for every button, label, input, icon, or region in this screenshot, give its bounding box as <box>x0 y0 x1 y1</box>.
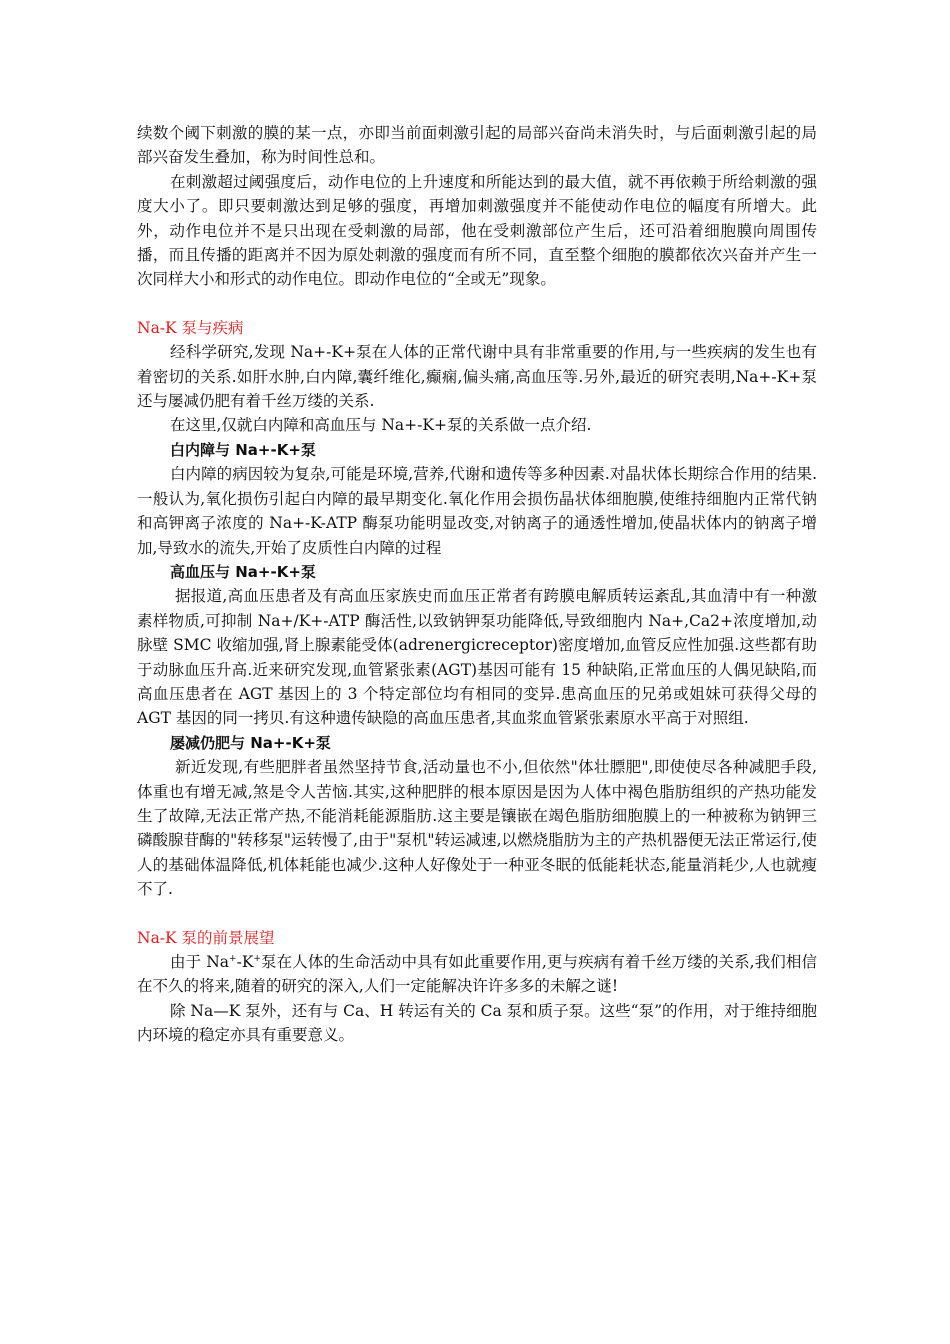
intro-paragraph-2: 在刺激超过阈强度后，动作电位的上升速度和所能达到的最大值，就不再依赖于所给刺激的强度大小了。即只要刺激达到足够的强度，再增加刺激强度并不能使动作电位的幅度有所增大。此外，动作电位并不是只出现在受刺激的局部，他在受刺激部位产生后，还可沿着细胞膜向周围传播，而且传播的距离并不因为原处刺激的强度而有所不同，直至整个细胞的膜都依次兴奋并产生一次同样大小和形式的动作电位。即动作电位的“全或无”现象。 <box>137 172 817 289</box>
section-gap <box>137 902 817 926</box>
section-title-outlook: Na-K 泵的前景展望 <box>137 928 275 947</box>
subheading-cataract: 白内障与 Na+-K+泵 <box>170 440 316 459</box>
section-gap <box>137 292 817 316</box>
outlook-paragraph-1 <box>137 950 817 999</box>
outlook-text-prefix: 由于 Na <box>170 953 230 971</box>
superscript-plus: + <box>229 953 237 964</box>
outlook-paragraph-2: 除 Na—K 泵外，还有与 Ca、H 转运有关的 Ca 泵和质子泵。这些“泵”的作用，对于维持细胞内环境的稳定亦具有重要意义。 <box>137 1001 818 1045</box>
cataract-paragraph: 白内障的病因较为复杂,可能是环境,营养,代谢和遗传等多种因素.对晶状体长期综合作用的结果.一般认为,氧化损伤引起白内障的最早期变化.氧化作用会损伤晶状体细胞膜,使维持细胞内正常代钠和高钾离子浓度的 Na+-K-ATP 酶泵功能明显改变,对钠离子的通透性增加,使晶状体内的钠离子增加,导致水的流失,开始了皮质性白内障的过程 <box>137 465 817 557</box>
disease-paragraph-1: 经科学研究,发现 Na+-K+泵在人体的正常代谢中具有非常重要的作用,与一些疾病的发生也有着密切的关系.如肝水肿,白内障,囊纤维化,癫痫,偏头痛,高血压等.另外,最近的研究表明,Na+-K+泵还与屡减仍肥有着千丝万缕的关系. <box>137 343 817 411</box>
subheading-obesity: 屡减仍肥与 Na+-K+泵 <box>170 733 331 752</box>
intro-paragraph-1: 续数个阈下刺激的膜的某一点，亦即当前面刺激引起的局部兴奋尚未消失时，与后面刺激引起的局部兴奋发生叠加，称为时间性总和。 <box>137 124 817 167</box>
disease-paragraph-2: 在这里,仅就白内障和高血压与 Na+-K+泵的关系做一点介绍. <box>170 416 592 435</box>
obesity-paragraph: 新近发现,有些肥胖者虽然坚持节食,活动量也不小,但依然"体壮膘肥",即使使尽各种减肥手段,体重也有增无减,煞是令人苦恼.其实,这种肥胖的根本原因是因为人体中褐色脂肪组织的产热功能发生了故障,无法正常产热,不能消耗能源脂肪.这主要是镶嵌在竭色脂肪细胞膜上的一种被称为钠钾三磷酸腺苷酶的"转移泵"运转慢了,由于"泵机"转运减速,以燃烧脂肪为主的产热机器便无法正常运行,使人的基础体温降低,机体耗能也减少.这种人好像处于一种亚冬眠的低能耗状态,能量消耗少,人也就瘦不了. <box>137 758 817 899</box>
outlook-text-mid: -K <box>236 953 254 971</box>
subheading-hypertension: 高血压与 Na+-K+泵 <box>170 562 316 581</box>
hypertension-paragraph: 据报道,高血压患者及有高血压家族史而血压正常者有跨膜电解质转运紊乱,其血清中有一种激素样物质,可抑制 Na+/K+-ATP 酶活性,以致钠钾泵功能降低,导致细胞内 Na+,Ca2+浓度增加,动脉壁 SMC 收缩加强,肾上腺素能受体(adrenergicreceptor)密度增加,血管反应性加强.这些都有助于动脉血压升高.近来研究发现,血管紧张素(AGT)基因可能有 15 种缺陷,正常血压的人偶见缺陷,而高血压患者在 AGT 基因上的 3 个特定部位均有相同的变异.患高血压的兄弟或姐妹可获得父母的 AGT 基因的同一拷贝.有这种遗传缺隐的高血压患者,其血浆血管紧张素原水平高于对照组. <box>137 587 817 728</box>
document-body <box>137 121 817 1048</box>
outlook-text-rest: 泵在人体的生命活动中具有如此重要作用,更与疾病有着千丝万缕的关系,我们相信在不久的将来,随着的研究的深入,人们一定能解决许许多多的未解之谜! <box>137 953 817 996</box>
section-title-disease: Na-K 泵与疾病 <box>137 318 244 337</box>
superscript-plus: + <box>253 953 261 964</box>
